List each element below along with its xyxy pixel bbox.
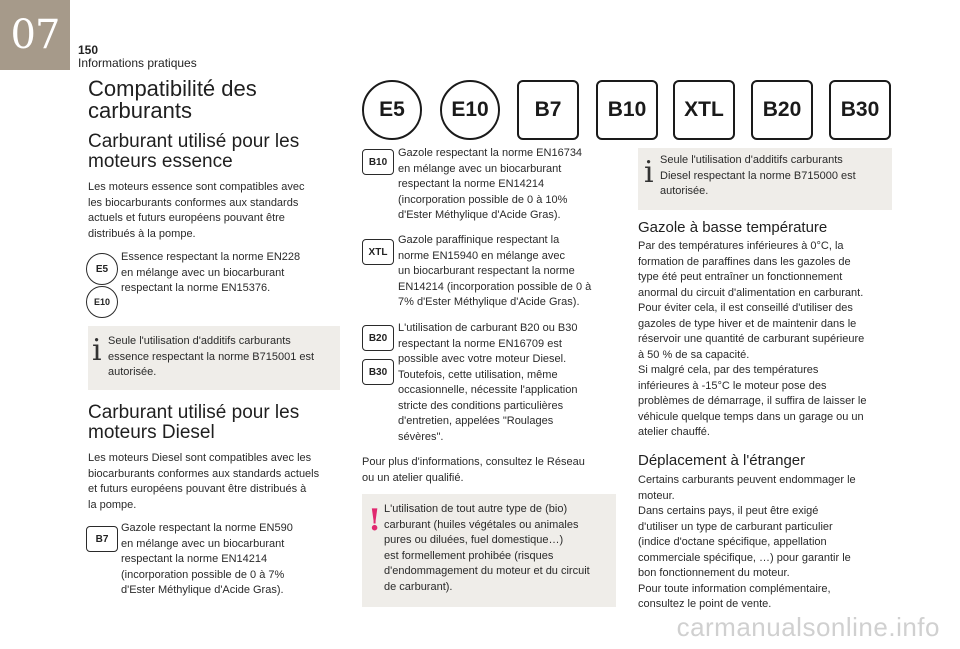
page-title: Compatibilité des carburants — [88, 76, 257, 123]
essence-description: Essence respectant la norme EN228 en mélange avec un biocarburant respectant la norme EN15376. — [121, 251, 301, 294]
cold-weather-text: Par des températures inférieures à 0°C, la formation de paraffines dans les gazoles de type été peut entraîner un fonctionnement anormal du circuit d'alimentation en carburant. Pour éviter cela, il est conseillé d'utiliser des gazoles de type hiver et de maintenir dans le réservoir une quantité de carburant supérieure à 50 % de sa capacité. Si malgré cela, par des températures inférieures à -15°C le moteur pose des problèmes de démarrage, il suffira de laisser le véhicule quelque temps dans un garage ou un atelier chauffé. — [638, 240, 867, 438]
section-name: Informations pratiques — [78, 56, 197, 70]
chapter-tab: 07 — [0, 0, 70, 70]
b30-badge: B30 — [362, 359, 394, 385]
essence-heading: Carburant utilisé pour les moteurs essence — [88, 131, 300, 172]
essence-info-note — [88, 326, 340, 390]
warning-icon: ! — [368, 503, 382, 538]
cold-weather-heading: Gazole à basse température — [638, 219, 828, 236]
xtl-description: Gazole paraffinique respectant la norme EN15940 en mélange avec un biocarburant respectant la norme EN14214 (incorporation possible de 0 à 7% d'Ester Méthylique d'Acide Gras). — [398, 234, 592, 308]
xtl-big-badge: XTL — [673, 80, 735, 140]
page-number: 150 — [78, 43, 99, 57]
b20-big-badge: B20 — [751, 80, 813, 140]
more-info-text: Pour plus d'informations, consultez le Réseau ou un atelier qualifié. — [362, 456, 585, 484]
abroad-text: Certains carburants peuvent endommager le moteur. Dans certains pays, il peut être exigé d'utiliser un type de carburant particulier (indice d'octane spécifique, appellation commerciale spécifique, …) pour garantir le bon fonctionnement du moteur. Pour toute information complémentaire, consultez le point de vente. — [638, 474, 856, 610]
b10-big-badge: B10 — [596, 80, 658, 140]
info-icon: i — [92, 333, 102, 368]
e5-badge: E5 — [86, 253, 118, 285]
diesel-info-note — [638, 148, 892, 210]
e10-badge: E10 — [86, 286, 118, 318]
b20-b30-description: L'utilisation de carburant B20 ou B30 respectant la norme EN16709 est possible avec votre moteur Diesel. Toutefois, cette utilisation, même occasionnelle, nécessite l'application stricte des conditions particulières d'entretien, appelées "Roulages sévères". — [398, 322, 578, 443]
diesel-note-text: Seule l'utilisation d'additifs carburants Diesel respectant la norme B715000 est autorisée. — [660, 154, 856, 197]
b20-badge: B20 — [362, 325, 394, 351]
essence-note-text: Seule l'utilisation d'additifs carburants essence respectant la norme B715001 est autorisée. — [108, 335, 315, 378]
b7-description: Gazole respectant la norme EN590 en mélange avec un biocarburant respectant la norme EN14214 (incorporation possible de 0 à 7% d'Ester Méthylique d'Acide Gras). — [121, 522, 293, 596]
diesel-heading: Carburant utilisé pour les moteurs Diesel — [88, 402, 300, 443]
warning-text: L'utilisation de tout autre type de (bio) carburant (huiles végétales ou animales pures ou diluées, fuel domestique…) est formellement prohibée (risques d'endommagement du moteur et du circuit de carburant). — [384, 503, 590, 593]
b7-badge: B7 — [86, 526, 118, 552]
essence-intro: Les moteurs essence sont compatibles avec les biocarburants conformes aux standards actuels et futurs européens pouvant être distribués à la pompe. — [88, 181, 305, 240]
b30-big-badge: B30 — [829, 80, 891, 140]
info-icon: i — [644, 155, 654, 190]
abroad-heading: Déplacement à l'étranger — [638, 452, 806, 469]
e5-big-badge: E5 — [362, 80, 422, 140]
e10-big-badge: E10 — [440, 80, 500, 140]
watermark: carmanualsonline.info — [676, 612, 940, 642]
fuel-warning-note — [362, 494, 616, 607]
xtl-badge: XTL — [362, 239, 394, 265]
b7-big-badge: B7 — [517, 80, 579, 140]
b10-description: Gazole respectant la norme EN16734 en mélange avec un biocarburant respectant la norme EN14214 (incorporation possible de 0 à 10% d'Ester Méthylique d'Acide Gras). — [398, 147, 583, 221]
diesel-intro: Les moteurs Diesel sont compatibles avec les biocarburants conformes aux standards actuels et futurs européens pouvant être distribués à la pompe. — [88, 452, 320, 511]
b10-badge: B10 — [362, 149, 394, 175]
